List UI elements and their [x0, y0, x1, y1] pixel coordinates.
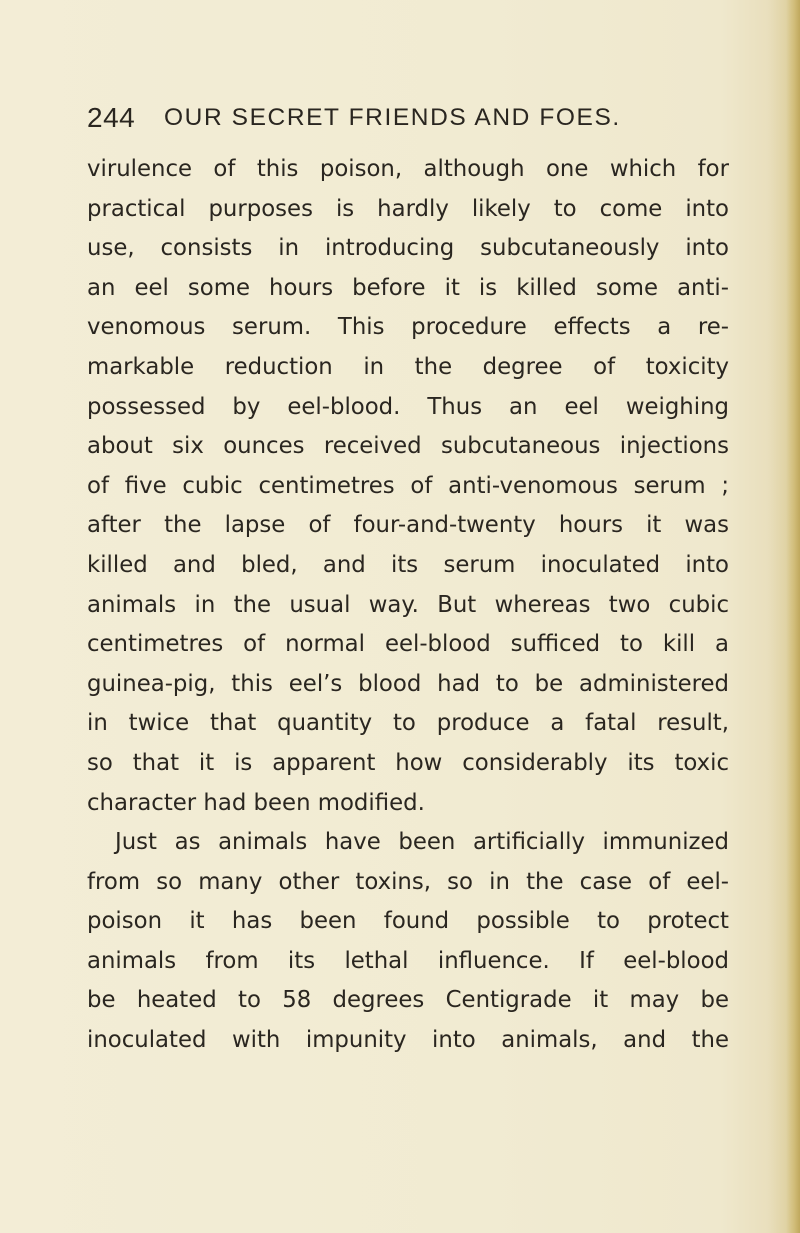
- text-line: guinea-pig, this eel’s blood had to be administered: [87, 670, 729, 697]
- text-line: after the lapse of four-and-twenty hours it was: [87, 512, 729, 539]
- running-head: [87, 98, 727, 138]
- body-text: [87, 150, 729, 1061]
- text-line: practical purposes is hardly likely to come into: [87, 195, 729, 222]
- text-line: animals in the usual way. But whereas two cubic: [87, 591, 729, 618]
- text-line: character had been modified.: [87, 789, 425, 816]
- text-line: killed and bled, and its serum inoculated into: [87, 551, 729, 578]
- text-line: possessed by eel-blood. Thus an eel weighing: [87, 393, 729, 420]
- text-line: inoculated with impunity into animals, and the: [87, 1027, 729, 1054]
- text-line: poison it has been found possible to protect: [87, 908, 729, 935]
- text-line: an eel some hours before it is killed some anti-: [87, 274, 729, 301]
- text-line: Just as animals have been artificially immunized: [115, 829, 729, 856]
- text-line: about six ounces received subcutaneous injections: [87, 433, 729, 460]
- text-line: from so many other toxins, so in the case of eel-: [87, 868, 729, 895]
- text-line: animals from its lethal influence. If eel-blood: [87, 947, 729, 974]
- paragraph-1: [87, 150, 729, 823]
- running-title: OUR SECRET FRIENDS AND FOES.: [164, 104, 621, 131]
- text-line: in twice that quantity to produce a fatal result,: [87, 710, 729, 737]
- text-line: so that it is apparent how considerably its toxic: [87, 749, 729, 776]
- text-line: venomous serum. This procedure effects a re-: [87, 314, 729, 341]
- text-line: be heated to 58 degrees Centigrade it may be: [87, 987, 729, 1014]
- text-line: use, consists in introducing subcutaneously into: [87, 235, 729, 262]
- text-line: of five cubic centimetres of anti-venomous serum ;: [87, 472, 729, 499]
- paragraph-2: [87, 823, 729, 1061]
- page-edge-shadow: [786, 0, 800, 1233]
- text-line: virulence of this poison, although one which for: [87, 156, 729, 182]
- text-line: centimetres of normal eel-blood sufficed to kill a: [87, 631, 729, 658]
- text-line: markable reduction in the degree of toxicity: [87, 353, 729, 380]
- page-number: 244: [87, 102, 136, 133]
